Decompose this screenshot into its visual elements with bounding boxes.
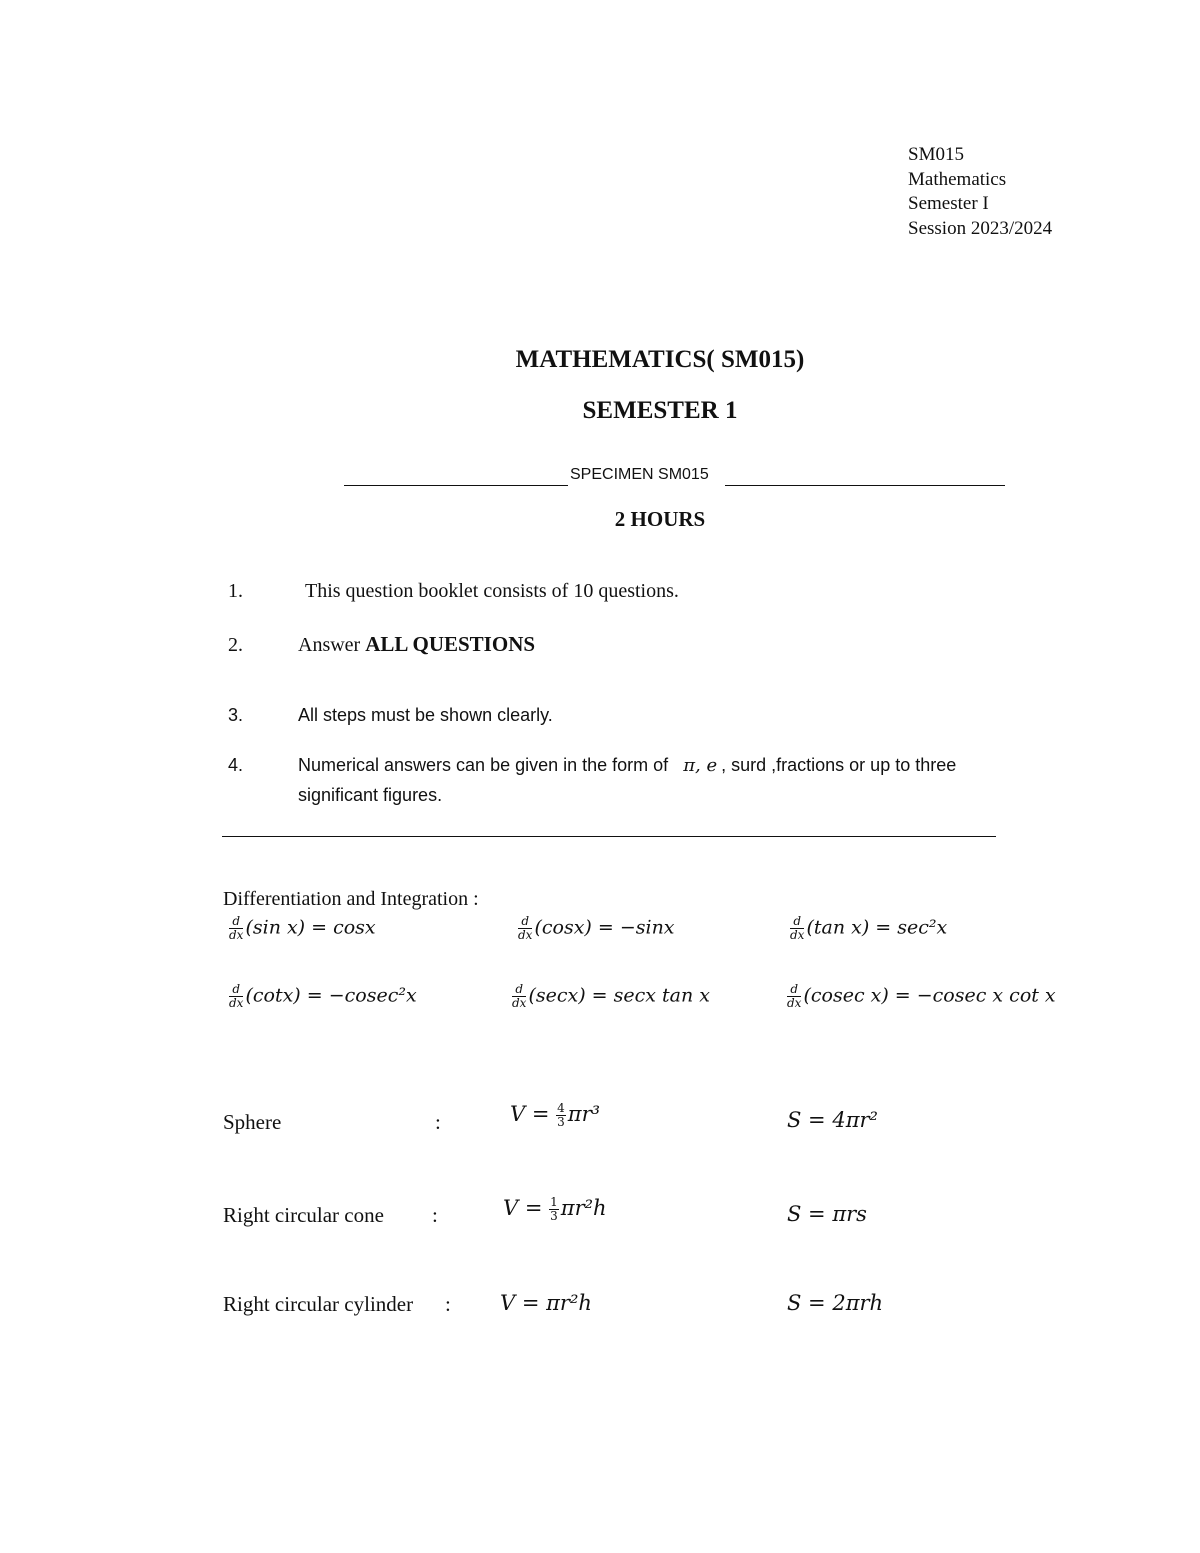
fraction-numerator: d <box>787 983 801 997</box>
course-session: Session 2023/2024 <box>908 218 1053 239</box>
course-semester: Semester I <box>908 193 989 214</box>
solid-name: Sphere <box>223 1110 282 1134</box>
derivative-formula <box>229 983 417 1010</box>
derivative-expression: (secx) = secx tan x <box>528 984 710 1007</box>
fraction-denominator: dx <box>229 928 244 942</box>
derivative-expression: (sin x) = cosx <box>245 916 376 939</box>
duration: 2 HOURS <box>614 507 706 531</box>
fraction-numerator: d <box>790 915 804 929</box>
fraction-numerator: d <box>229 983 243 997</box>
solid-separator: : <box>435 1110 441 1134</box>
fraction-denominator: 3 <box>557 1115 565 1129</box>
derivative-formula <box>512 983 710 1010</box>
instruction-text-prefix: Numerical answers can be given in the form of <box>298 755 669 775</box>
solid-name: Right circular cone <box>223 1203 384 1227</box>
volume-fraction <box>549 1196 559 1223</box>
instruction-text <box>298 632 535 657</box>
derivative-fraction <box>229 983 243 1010</box>
page-subtitle: SEMESTER 1 <box>582 397 738 424</box>
surface-formula: S = 2πrh <box>787 1291 884 1315</box>
formula-section-title: Differentiation and Integration : <box>223 888 479 910</box>
specimen-label: SPECIMEN SM015 <box>570 466 709 483</box>
volume-fraction <box>556 1102 566 1129</box>
fraction-denominator: dx <box>229 996 244 1010</box>
fraction-denominator: 3 <box>550 1209 558 1223</box>
derivative-formula <box>787 983 1056 1010</box>
derivative-fraction <box>229 915 243 942</box>
derivative-formula <box>790 915 947 942</box>
derivative-fraction <box>787 983 801 1010</box>
surface-formula: S = 4πr² <box>787 1108 878 1132</box>
volume-suffix: πr³ <box>567 1102 601 1126</box>
instruction-text-suffix: , surd ,fractions or up to three <box>721 755 957 775</box>
instruction-number: 3. <box>228 705 244 725</box>
volume-prefix: V = <box>510 1102 557 1126</box>
surface-formula: S = πrs <box>787 1202 867 1226</box>
instruction-text <box>298 755 956 776</box>
derivative-expression: (cosx) = −sinx <box>534 916 675 939</box>
fraction-numerator: d <box>512 983 526 997</box>
page-title: MATHEMATICS( SM015) <box>515 346 805 373</box>
solid-separator: : <box>432 1203 438 1227</box>
fraction-numerator: d <box>518 915 532 929</box>
volume-prefix: V = <box>503 1196 550 1220</box>
fraction-numerator: d <box>229 915 243 929</box>
instruction-math: π, e <box>683 755 718 776</box>
volume-formula <box>503 1196 607 1223</box>
instruction-text: This question booklet consists of 10 questions. <box>305 580 679 602</box>
derivative-expression: (cotx) = −cosec²x <box>245 984 417 1007</box>
derivative-formula <box>518 915 675 942</box>
fraction-numerator: 4 <box>557 1101 565 1115</box>
volume-formula <box>510 1102 600 1129</box>
instruction-number: 1. <box>228 580 243 602</box>
volume-suffix: πr²h <box>560 1196 607 1220</box>
instruction-text: All steps must be shown clearly. <box>298 705 553 725</box>
specimen-rule-left <box>344 485 568 486</box>
solid-name: Right circular cylinder <box>223 1292 414 1316</box>
derivative-expression: (tan x) = sec²x <box>806 916 948 939</box>
derivative-fraction <box>518 915 532 942</box>
instruction-number: 2. <box>228 634 243 656</box>
course-code: SM015 <box>908 144 964 165</box>
specimen-rule-right <box>725 485 1005 486</box>
fraction-denominator: dx <box>512 996 527 1010</box>
section-divider <box>222 836 996 837</box>
instruction-number: 4. <box>228 755 244 775</box>
derivative-fraction <box>790 915 804 942</box>
instruction-text-continued: significant figures. <box>298 785 443 805</box>
fraction-denominator: dx <box>790 928 805 942</box>
derivative-formula <box>229 915 376 942</box>
instruction-text-bold: ALL QUESTIONS <box>365 632 536 656</box>
fraction-denominator: dx <box>787 996 802 1010</box>
instruction-text-prefix: Answer <box>298 634 366 656</box>
fraction-denominator: dx <box>518 928 533 942</box>
course-subject: Mathematics <box>908 169 1007 190</box>
derivative-fraction <box>512 983 526 1010</box>
fraction-numerator: 1 <box>550 1195 558 1209</box>
solid-separator: : <box>445 1292 451 1316</box>
volume-formula: V = πr²h <box>500 1291 592 1315</box>
derivative-expression: (cosec x) = −cosec x cot x <box>803 984 1056 1007</box>
